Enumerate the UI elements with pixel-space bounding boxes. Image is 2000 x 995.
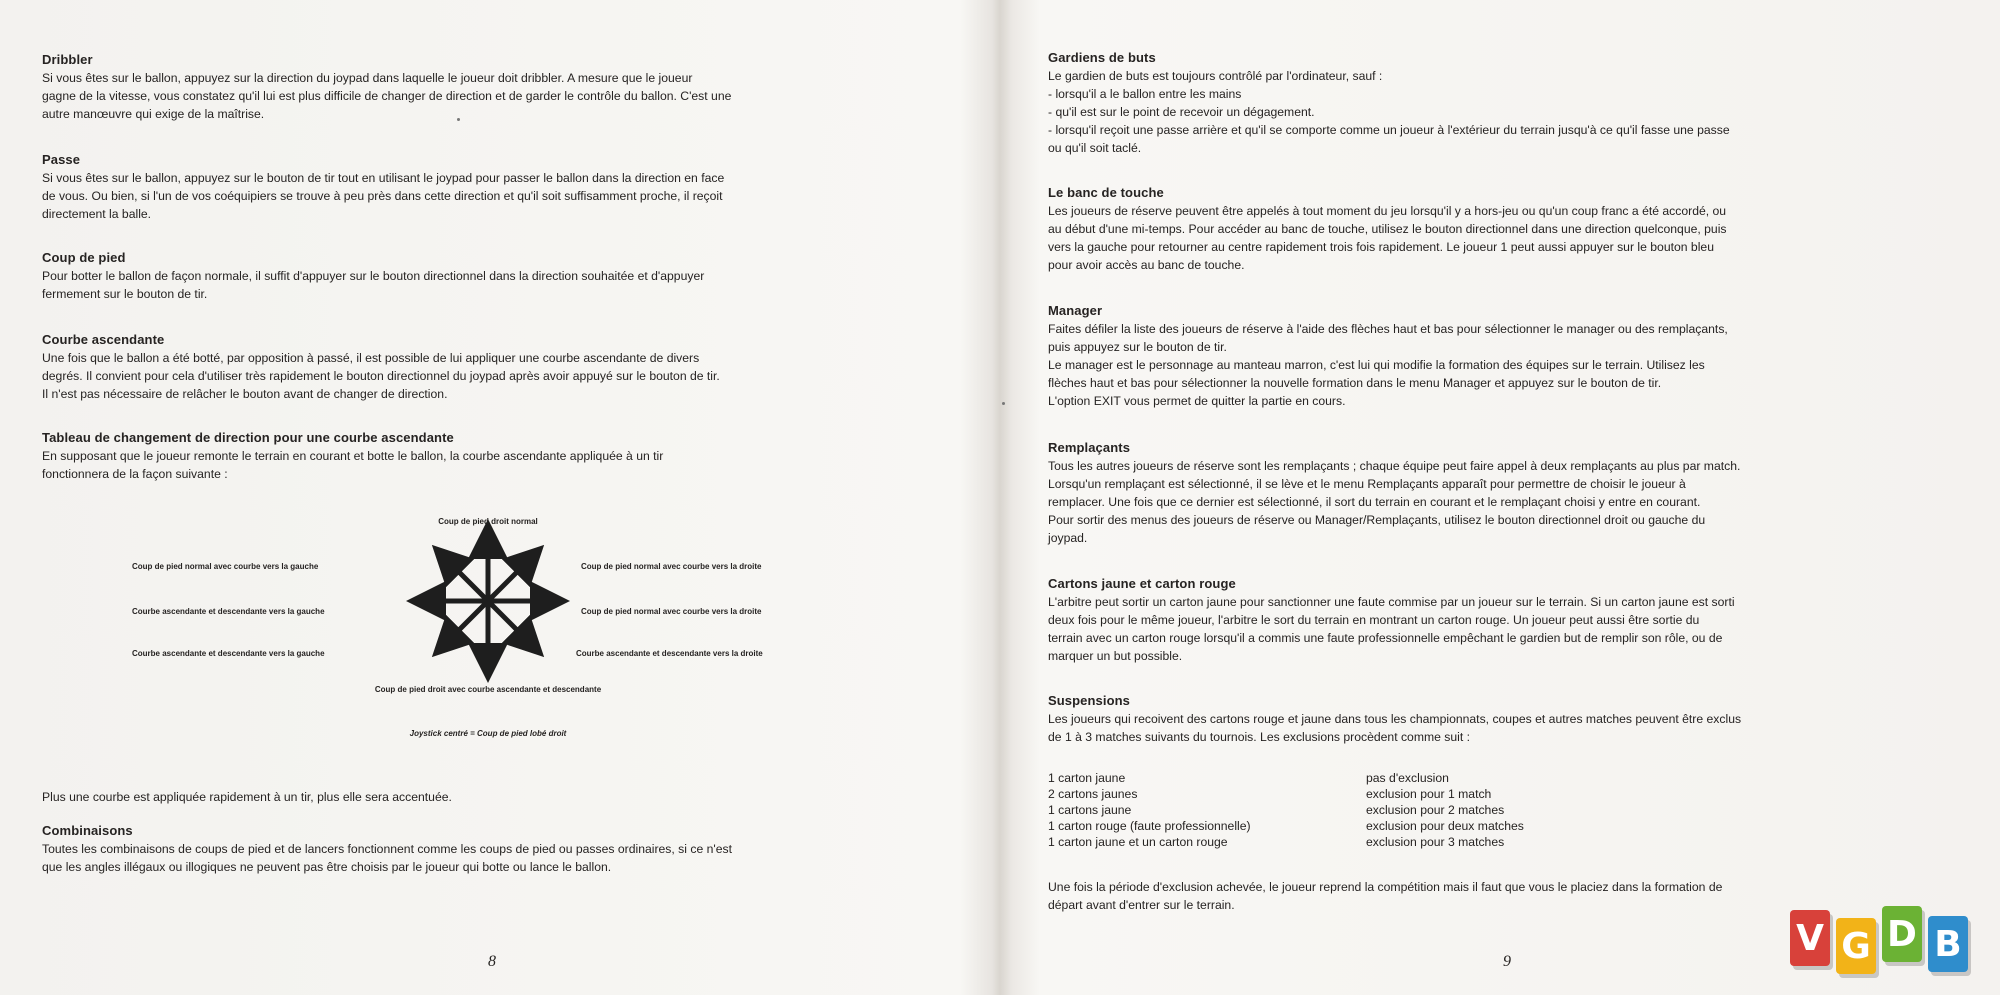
- text-line: Toutes les combinaisons de coups de pied et de lancers fonctionnent comme les coups de pied ou passes ordinaires, si ce n'est: [42, 842, 732, 856]
- result-cell: pas d'exclusion: [1366, 771, 1449, 785]
- text-line: directement la balle.: [42, 207, 152, 221]
- text-line: Si vous êtes sur le ballon, appuyez sur le bouton de tir tout en utilisant le joypad pour passer le ballon dans la direction en face: [42, 171, 725, 185]
- text-line: terrain avec un carton rouge lorsqu'il a commis une faute professionnelle empêchant le gardien but de remplir son rôle, ou de: [1048, 631, 1723, 645]
- text-line: Il n'est pas nécessaire de relâcher le bouton avant de changer de direction.: [42, 387, 448, 401]
- section-title: Manager: [1048, 303, 1103, 318]
- card-cell: 1 carton jaune et un carton rouge: [1048, 835, 1228, 849]
- text-line: joypad.: [1048, 531, 1088, 545]
- section-gardiens: [1048, 50, 1978, 157]
- section-title: Coup de pied: [42, 250, 126, 265]
- text-line: que les angles illégaux ou illogiques ne peuvent pas être choisis par le joueur qui botte ou lance le ballon.: [42, 860, 612, 874]
- text-line: autre manœuvre qui exige de la maîtrise.: [42, 107, 265, 121]
- right-page: [1004, 0, 2000, 995]
- text-line: au début d'une mi-temps. Pour accéder au banc de touche, utilisez le bouton directionnel dans une direction quelconque, puis: [1048, 222, 1727, 236]
- result-cell: exclusion pour deux matches: [1366, 819, 1524, 833]
- diagram-caption: Joystick centré = Coup de pied lobé droit: [409, 729, 567, 738]
- text-line: puis appuyez sur le bouton de tir.: [1048, 340, 1227, 354]
- text-line: Pour botter le ballon de façon normale, il suffit d'appuyer sur le bouton directionnel dans la direction souhaitée et d'appuyer: [42, 269, 705, 283]
- card-cell: 1 carton jaune: [1048, 771, 1126, 785]
- text-line: L'option EXIT vous permet de quitter la partie en cours.: [1048, 394, 1346, 408]
- diagram-label-top: Coup de pied droit normal: [438, 517, 538, 526]
- text-line: départ avant d'entrer sur le terrain.: [1048, 898, 1235, 912]
- section-title: Courbe ascendante: [42, 332, 165, 347]
- logo-tile-v: [1790, 910, 1830, 966]
- diagram-label-right-2: Coup de pied normal avec courbe vers la droite: [581, 607, 762, 616]
- text-line: marquer un but possible.: [1048, 649, 1183, 663]
- print-speck: [457, 118, 460, 121]
- section-title: Combinaisons: [42, 823, 133, 838]
- result-cell: exclusion pour 3 matches: [1366, 835, 1505, 849]
- text-line: Lorsqu'un remplaçant est sélectionné, il se lève et le menu Remplaçants apparaît pour permettre de choisir le joueur à: [1048, 477, 1686, 491]
- diagram-label-left-2: Courbe ascendante et descendante vers la gauche: [132, 607, 325, 616]
- section-title: Dribbler: [42, 52, 93, 67]
- diagram-label-right-1: Coup de pied normal avec courbe vers la droite: [581, 562, 762, 571]
- left-page: [0, 0, 990, 995]
- text-line: Une fois la période d'exclusion achevée, le joueur reprend la compétition mais il faut que vous le placiez dans la formation de: [1048, 880, 1723, 894]
- section-suspensions: [1048, 693, 1978, 746]
- section-passe: [42, 152, 962, 223]
- text-line: ou qu'il soit taclé.: [1048, 141, 1142, 155]
- card-cell: 2 cartons jaunes: [1048, 787, 1138, 801]
- vgdb-watermark-logo: [1790, 906, 1980, 970]
- text-line: de vous. Ou bien, si l'un de vos coéquipiers se trouve à peu près dans cette direction et qu'il soit suffisamment proche, il reçoit: [42, 189, 723, 203]
- logo-letter: B: [1934, 923, 1962, 965]
- section-title: Passe: [42, 152, 81, 167]
- diagram-label-bottom: Coup de pied droit avec courbe ascendante et descendante: [374, 685, 602, 694]
- text-line: - lorsqu'il reçoit une passe arrière et qu'il se comporte comme un joueur à l'extérieur du terrain jusqu'à ce qu'il fasse une passe: [1048, 123, 1730, 137]
- text-line: deux fois pour le même joueur, l'arbitre le sort du terrain en montrant un carton rouge. Un joueur peut aussi être sortie du: [1048, 613, 1700, 627]
- text-line: de 1 à 3 matches suivants du tournois. Les exclusions procèdent comme suit :: [1048, 730, 1471, 744]
- section-title: Le banc de touche: [1048, 185, 1164, 200]
- arrow-down-left: [446, 601, 488, 643]
- text-line: Le gardien de buts est toujours contrôlé par l'ordinateur, sauf :: [1048, 69, 1383, 83]
- text-line: L'arbitre peut sortir un carton jaune pour sanctionner une faute commise par un joueur sur le terrain. Si un carton jaune est sorti: [1048, 595, 1735, 609]
- curve-direction-diagram: [120, 515, 840, 750]
- logo-letter: G: [1841, 925, 1871, 967]
- section-after-diagram: [42, 788, 962, 806]
- section-title: Gardiens de buts: [1048, 50, 1156, 65]
- diagram-label-left-3: Courbe ascendante et descendante vers la gauche: [132, 649, 325, 658]
- text-line: Faites défiler la liste des joueurs de réserve à l'aide des flèches haut et bas pour sélectionner le manager ou des remplaçants,: [1048, 322, 1728, 336]
- logo-letter: D: [1887, 913, 1917, 955]
- print-speck: [1002, 402, 1005, 405]
- page-number-left: 8: [488, 953, 496, 970]
- text-line: gagne de la vitesse, vous constatez qu'il lui est plus difficile de changer de direction et de garder le contrôle du ballon. C'est une: [42, 89, 732, 103]
- logo-letter: V: [1796, 917, 1824, 959]
- section-title: Tableau de changement de direction pour une courbe ascendante: [42, 430, 454, 445]
- diagram-label-right-3: Courbe ascendante et descendante vers la droite: [576, 649, 763, 658]
- logo-tile-g: [1836, 918, 1876, 974]
- text-line: - lorsqu'il a le ballon entre les mains: [1048, 87, 1242, 101]
- section-title: Suspensions: [1048, 693, 1131, 708]
- card-cell: 1 carton rouge (faute professionnelle): [1048, 819, 1251, 833]
- section-banc: [1048, 185, 1978, 274]
- diagram-label-left-1: Coup de pied normal avec courbe vers la gauche: [132, 562, 319, 571]
- arrow-up-left: [446, 559, 488, 601]
- logo-tile-d: [1882, 906, 1922, 962]
- text-line: Les joueurs de réserve peuvent être appelés à tout moment du jeu lorsqu'il y a hors-jeu ou qu'un coup franc a été accordé, ou: [1048, 204, 1727, 218]
- text-line: degrés. Il convient pour cela d'utiliser très rapidement le bouton directionnel du joypad après avoir appuyé sur le bouton de tir.: [42, 369, 720, 383]
- text-line: flèches haut et bas pour sélectionner la nouvelle formation dans le menu Manager et appuyez sur le bouton de tir.: [1048, 376, 1662, 390]
- text-line: Les joueurs qui recoivent des cartons rouge et jaune dans tous les championnats, coupes et autres matches peuvent être exclus: [1048, 712, 1742, 726]
- text-line: En supposant que le joueur remonte le terrain en courant et botte le ballon, la courbe ascendante appliquée à un tir: [42, 449, 664, 463]
- text-line: pour avoir accès au banc de touche.: [1048, 258, 1245, 272]
- section-coup-de-pied: [42, 250, 962, 303]
- text-line: Le manager est le personnage au manteau marron, c'est lui qui modifie la formation des équipes sur le terrain. Utilisez les: [1048, 358, 1705, 372]
- section-dribbler: [42, 52, 962, 123]
- text-line: Si vous êtes sur le ballon, appuyez sur la direction du joypad dans laquelle le joueur doit dribbler. A mesure que le joueur: [42, 71, 693, 85]
- text-line: Pour sortir des menus des joueurs de réserve ou Manager/Remplaçants, utilisez le bouton directionnel droit ou gauche du: [1048, 513, 1706, 527]
- section-combinaisons: [42, 823, 962, 876]
- section-remplacants: [1048, 440, 1978, 547]
- arrow-up-right: [488, 559, 530, 601]
- page-number-right: 9: [1503, 953, 1511, 970]
- text-line: fonctionnera de la façon suivante :: [42, 467, 228, 481]
- section-manager: [1048, 303, 1978, 410]
- arrow-down-right: [488, 601, 530, 643]
- text-line: Tous les autres joueurs de réserve sont les remplaçants ; chaque équipe peut faire appel à deux remplaçants au plus par match.: [1048, 459, 1741, 473]
- result-cell: exclusion pour 2 matches: [1366, 803, 1505, 817]
- card-cell: 1 cartons jaune: [1048, 803, 1132, 817]
- logo-tile-b: [1928, 916, 1968, 972]
- text-line: remplacer. Une fois que ce dernier est sélectionné, il sort du terrain en courant et le remplaçant choisi y entre en courant.: [1048, 495, 1701, 509]
- section-tableau: [42, 430, 962, 483]
- section-courbe-ascendante: [42, 332, 962, 403]
- arrows-svg: [120, 515, 840, 750]
- text-line: fermement sur le bouton de tir.: [42, 287, 208, 301]
- result-cell: exclusion pour 1 match: [1366, 787, 1492, 801]
- text-line: Une fois que le ballon a été botté, par opposition à passé, il est possible de lui appliquer une courbe ascendante de divers: [42, 351, 700, 365]
- text-line: - qu'il est sur le point de recevoir un dégagement.: [1048, 105, 1315, 119]
- text-line: vers la gauche pour retourner au centre rapidement trois fois rapidement. Le joueur 1 peut aussi appuyer sur le bouton bleu: [1048, 240, 1714, 254]
- text-line: Plus une courbe est appliquée rapidement à un tir, plus elle sera accentuée.: [42, 790, 452, 804]
- section-cartons: [1048, 576, 1978, 665]
- section-title: Remplaçants: [1048, 440, 1131, 455]
- section-title: Cartons jaune et carton rouge: [1048, 576, 1236, 591]
